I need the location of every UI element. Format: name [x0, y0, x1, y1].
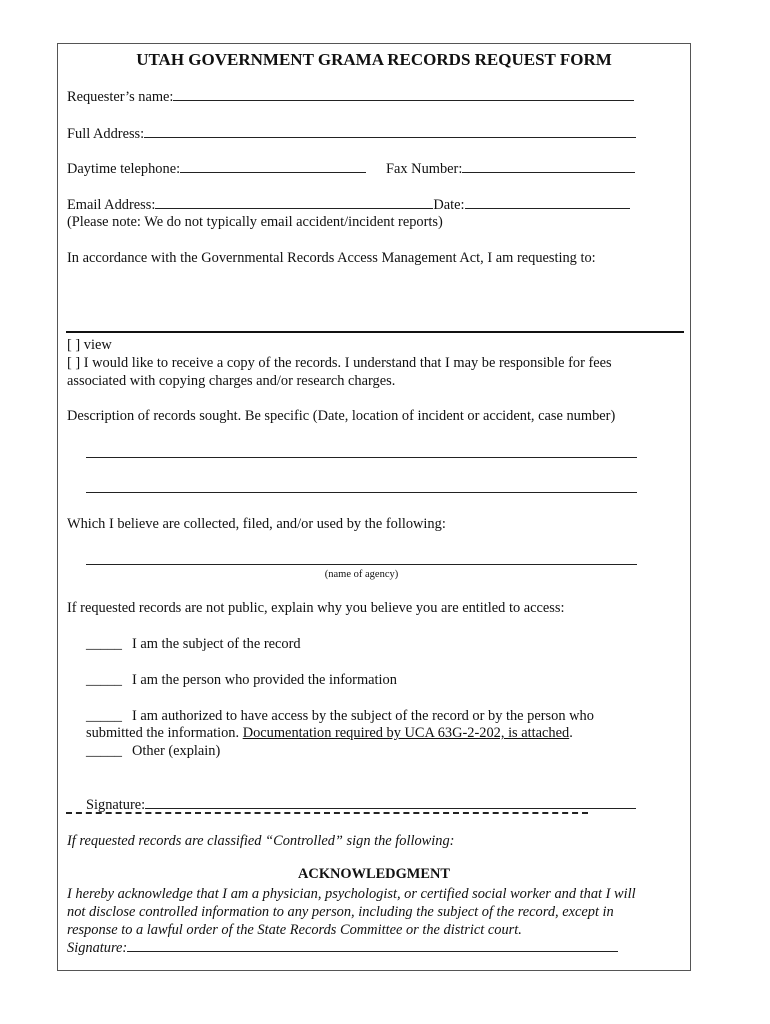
option-copy-continuation: associated with copying charges and/or research charges.: [67, 373, 396, 389]
full-address-label: Full Address:: [67, 126, 145, 142]
acknowledgment-line-1: I hereby acknowledge that I am a physician, psychologist, or certified social worker and that I will: [67, 886, 636, 902]
requester-name-row: [67, 88, 634, 106]
reason-authorized-blank[interactable]: _____: [86, 708, 122, 724]
section-divider: [66, 331, 684, 333]
daytime-telephone-field[interactable]: [180, 160, 366, 173]
form-title: UTAH GOVERNMENT GRAMA RECORDS REQUEST FORM: [136, 50, 612, 69]
ack-signature-label: Signature:: [67, 940, 128, 956]
full-address-row: [67, 125, 636, 143]
acknowledgment-title: ACKNOWLEDGMENT: [298, 866, 450, 882]
reason-subject-label: I am the subject of the record: [131, 636, 301, 652]
ack-signature-row: [67, 939, 618, 957]
agency-caption: (name of agency): [324, 569, 399, 580]
documentation-requirement: Documentation required by UCA 63G-2-202, is attached: [242, 725, 570, 741]
reason-other-blank[interactable]: _____: [86, 743, 122, 759]
ack-signature-field[interactable]: [127, 939, 618, 952]
date-label: Date:: [433, 197, 465, 213]
telephone-row: [67, 160, 366, 178]
email-row: [67, 196, 630, 214]
daytime-telephone-label: Daytime telephone:: [67, 161, 181, 177]
description-field-line-2[interactable]: [86, 492, 637, 493]
email-address-field[interactable]: [155, 196, 433, 209]
dashed-separator: [66, 812, 588, 814]
grama-statement: In accordance with the Governmental Records Access Management Act, I am requesting to:: [67, 250, 596, 266]
reason-subject-blank[interactable]: _____: [86, 636, 122, 652]
requester-name-field[interactable]: [173, 88, 634, 101]
reason-provider-blank[interactable]: _____: [86, 672, 122, 688]
reason-authorized-continuation: [86, 724, 573, 742]
option-copy-checkbox[interactable]: [ ] I would like to receive a copy of the records. I understand that I may be responsible for fees: [67, 355, 612, 371]
fax-row: [386, 160, 635, 178]
requester-name-label: Requester’s name:: [67, 89, 174, 105]
reason-other-row: [86, 742, 220, 760]
reason-authorized-row: [86, 707, 594, 725]
acknowledgment-line-2: not disclose controlled information to any person, including the subject of the record, except in: [67, 904, 614, 920]
reason-authorized-text: submitted the information.: [86, 725, 243, 741]
email-note: (Please note: We do not typically email accident/incident reports): [67, 214, 443, 230]
collected-by-label: Which I believe are collected, filed, and/or used by the following:: [67, 516, 446, 532]
signature-label: Signature:: [86, 797, 146, 813]
agency-field[interactable]: [86, 564, 637, 565]
email-address-label: Email Address:: [67, 197, 156, 213]
description-field-line-1[interactable]: [86, 457, 637, 458]
not-public-label: If requested records are not public, explain why you believe you are entitled to access:: [67, 600, 565, 616]
reason-provider-row: [86, 671, 397, 689]
acknowledgment-line-3: response to a lawful order of the State Records Committee or the district court.: [67, 922, 522, 938]
option-view-checkbox[interactable]: [ ] view: [67, 337, 112, 353]
reason-subject-row: [86, 635, 301, 653]
signature-field[interactable]: [145, 796, 636, 809]
fax-number-label: Fax Number:: [386, 161, 463, 177]
full-address-field[interactable]: [144, 125, 636, 138]
fax-number-field[interactable]: [462, 160, 635, 173]
reason-authorized-period: .: [569, 725, 573, 741]
date-field[interactable]: [465, 196, 630, 209]
controlled-note: If requested records are classified “Controlled” sign the following:: [67, 833, 455, 849]
reason-other-label: Other (explain): [131, 743, 221, 759]
description-label: Description of records sought. Be specific (Date, location of incident or accident, case number): [67, 408, 616, 424]
reason-authorized-label: I am authorized to have access by the subject of the record or by the person who: [131, 708, 594, 724]
reason-provider-label: I am the person who provided the information: [131, 672, 397, 688]
